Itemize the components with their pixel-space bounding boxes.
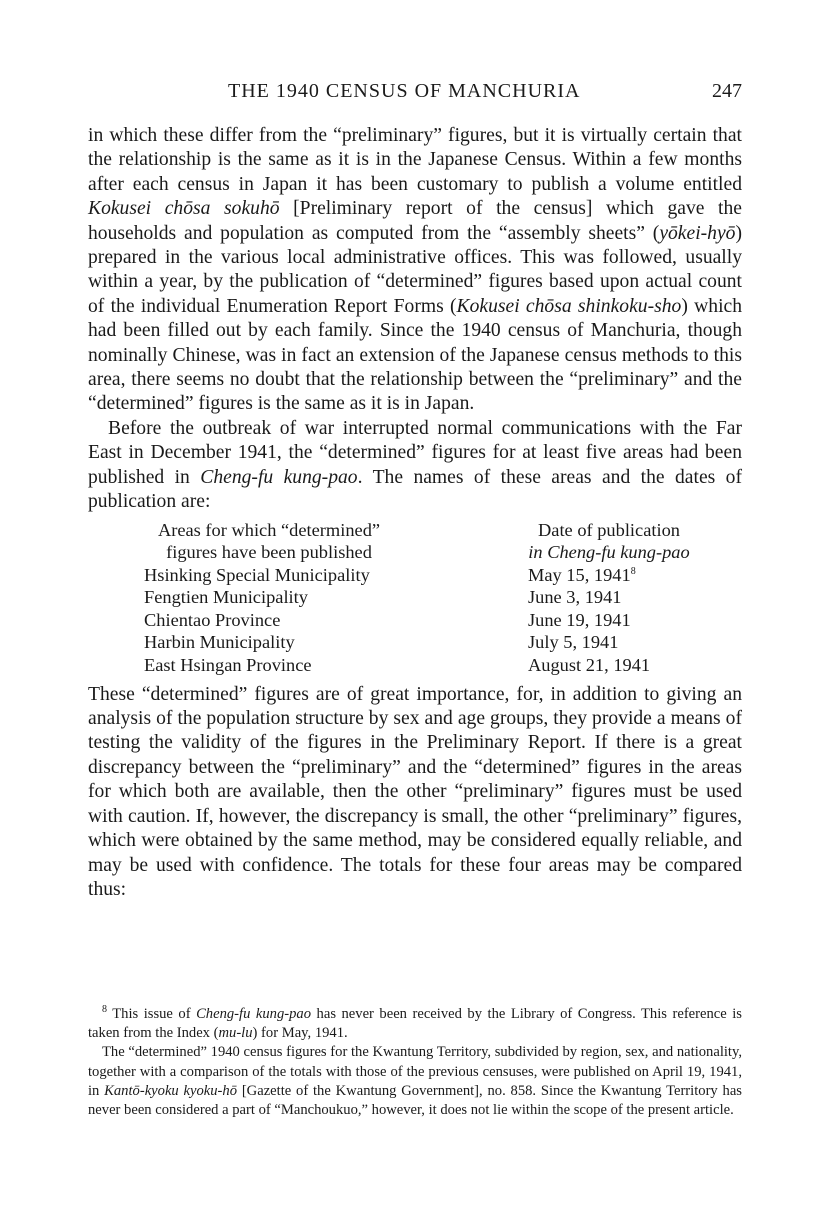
footnote-8 [88, 1005, 742, 1043]
page-header [88, 80, 742, 106]
date-text: May 15, 1941 [528, 564, 631, 585]
header-date-line2: in Cheng-fu kung-pao [528, 542, 690, 563]
date-cell [514, 564, 704, 587]
text-run: has never been received by the Library of Congress. This reference is taken from the Index ( [88, 1006, 742, 1042]
date-cell [514, 586, 704, 609]
text-run: [Gazette of the Kwantung Government], no. 858. Since the Kwantung Territory has never been considered a part of “Manchoukuo,” however, it does not lie within the scope of the present article. [88, 1082, 742, 1119]
date-text: July 5, 1941 [528, 632, 619, 653]
running-head: THE 1940 CENSUS OF MANCHURIA [228, 80, 581, 102]
footnotes [88, 1005, 742, 1120]
area-cell: Hsinking Special Municipality [144, 564, 370, 585]
paragraph-2 [88, 417, 742, 515]
footnote-mark: 8 [102, 1004, 107, 1016]
date-cell [514, 631, 704, 654]
paragraph-3: These “determined” figures are of great importance, for, in addition to giving an analysis of the population structure by sex and age groups, they provide a means of testing the validity of the figures in the Preliminary Report. If there is a great discrepancy between the “preliminary” and the “determined” figures in the areas for which both are available, then the other “preliminary” figures must be used with caution. If, however, the discrepancy is small, the other “preliminary” figures, which were obtained by the same method, may be considered equally reliable, and may be used with confidence. The totals for these four areas may be compared thus: [88, 683, 742, 900]
areas-table-wrap [88, 519, 742, 677]
page-number: 247 [712, 80, 742, 102]
text-run: The “determined” 1940 census figures for the Kwantung Territory, subdivided by region, sex, and nationality, together with a comparison of the totals with those of the previous censuses, were published on April 19, 1941, in [88, 1044, 742, 1099]
text-run: ) for May, 1941. [252, 1025, 348, 1042]
table-row [144, 631, 704, 654]
table-row [144, 586, 704, 609]
area-cell: Fengtien Municipality [144, 587, 308, 608]
table-row [144, 609, 704, 632]
body-text [88, 124, 742, 902]
italic-title: Kokusei chōsa sokuhō [88, 198, 280, 220]
italic-title: Cheng-fu kung-pao [196, 1006, 312, 1022]
table-header-row [144, 519, 704, 564]
italic-term: yōkei-hyō [659, 222, 736, 244]
header-area-line1: Areas for which “determined” [157, 519, 381, 540]
header-date-line1: Date of publication [538, 519, 680, 540]
table-row [144, 654, 704, 677]
paragraph-1 [88, 124, 742, 417]
area-cell: Harbin Municipality [144, 632, 295, 653]
italic-term: Kokusei chōsa shinkoku-sho [456, 295, 682, 317]
header-area [144, 519, 514, 564]
table-body [144, 564, 704, 677]
italic-title: Kantō-kyoku kyoku-hō [104, 1082, 238, 1099]
date-text: June 19, 1941 [528, 609, 631, 630]
area-cell: East Hsingan Province [144, 655, 312, 676]
text-run: in which these differ from the “preliminary” figures, but it is virtually certain that the relationship is the same as it is in the Japanese Census. Within a few months after each census in Japan it has been customary to publish a volume entitled [88, 125, 742, 195]
text-run: ) prepared in the various local administrative offices. This was followed, usually within a year, by the publication of “determined” figures based upon actual count of the individual Enumeration Report Forms ( [88, 222, 742, 317]
text-run: This issue of [107, 1006, 197, 1022]
date-text: August 21, 1941 [528, 655, 651, 676]
header-date [514, 519, 704, 564]
text-run: ) which had been filled out by each family. Since the 1940 census of Manchuria, though nominally Chinese, was in fact an extension of the Japanese census methods to this area, there seems no doubt that the relationship between the “preliminary” and the “determined” figures is the same as it is in Japan. [88, 295, 743, 415]
text-run: . The names of these areas and the dates of publication are: [88, 466, 743, 513]
date-cell [514, 609, 704, 632]
area-cell: Chientao Province [144, 609, 281, 630]
date-text: June 3, 1941 [528, 587, 622, 608]
text-run: [Preliminary report of the census] which gave the households and population as computed from the “assembly sheets” ( [88, 198, 742, 244]
areas-table [144, 519, 704, 677]
date-cell [514, 654, 704, 677]
header-area-line2: figures have been published [166, 542, 372, 563]
text-run: Before the outbreak of war interrupted normal communications with the Far East in December 1941, the “determined” figures for at least five areas had been published in [88, 417, 742, 488]
italic-term: mu-lu [218, 1025, 253, 1042]
footnote-mark: 8 [630, 565, 636, 577]
table-row [144, 564, 704, 587]
footnote-kwantung [88, 1043, 742, 1120]
italic-title: Cheng-fu kung-pao [200, 466, 358, 488]
